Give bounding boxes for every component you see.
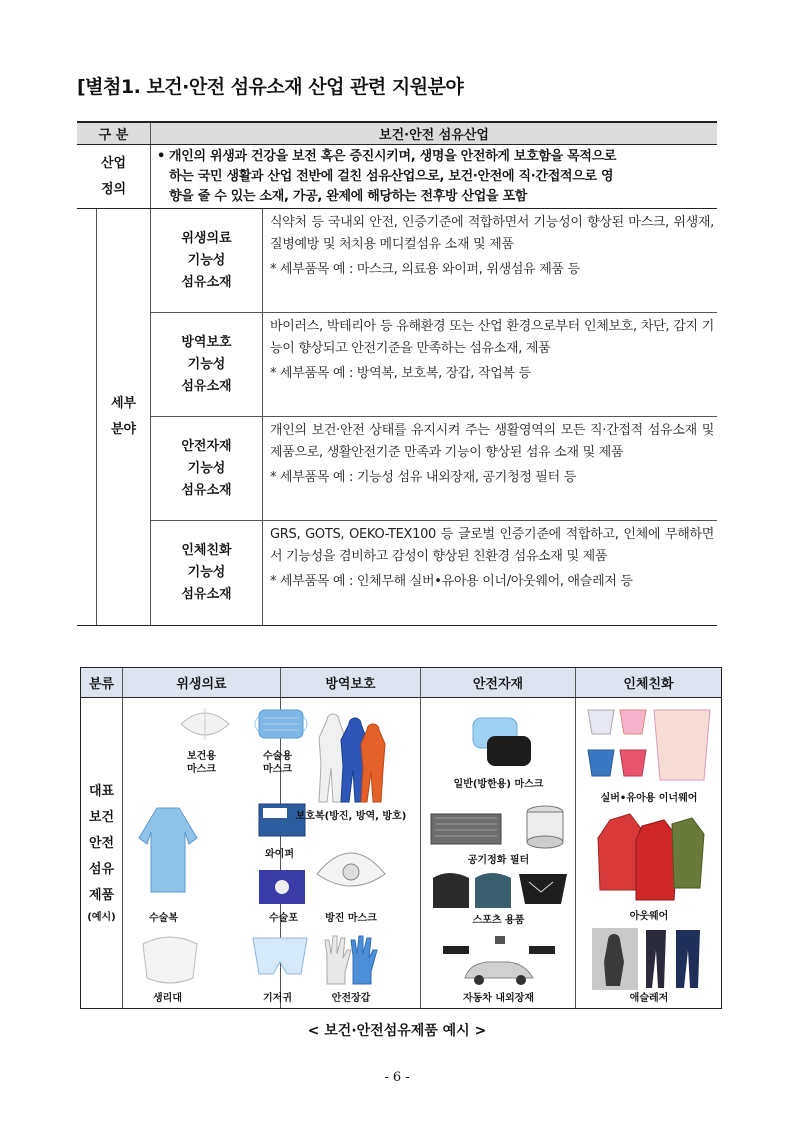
caption-dust-mask: 방진 마스크 xyxy=(325,913,377,924)
outerwear-image xyxy=(590,810,708,906)
caption-athleisure: 애슬레저 xyxy=(629,993,669,1004)
figure-caption: < 보건·안전섬유제품 예시 > xyxy=(307,1023,487,1039)
field-description: 바이러스, 박테리아 등 유해환경 또는 산업 환경으로부터 인체보호, 차단, 감지 기능이 향상되고 안전기준을 만족하는 섬유소재, 제품 * 세부품목 예 : 방역복, 보호복, 장갑, 작업복 등 xyxy=(263,313,717,416)
caption-safety-gloves: 안전장갑 xyxy=(331,993,371,1004)
air-filter-image xyxy=(427,802,573,852)
dust-mask-image xyxy=(309,838,393,900)
body-friendly-column xyxy=(576,698,721,1008)
general-mask-image xyxy=(467,712,537,774)
caption-outerwear: 아웃웨어 xyxy=(629,911,669,922)
caption-wiper: 와이퍼 xyxy=(265,849,294,860)
header-industry: 보건·안전 섬유산업 xyxy=(379,128,489,143)
table-row xyxy=(151,313,717,417)
page-title: [별첨1. 보건·안전 섬유소재 산업 관련 지원분야 xyxy=(77,76,464,98)
caption-surgical-mask: 수술용 마스크 xyxy=(263,751,292,775)
field-name: 인체친화 기능성 섬유소재 xyxy=(151,521,263,625)
health-mask-image xyxy=(175,704,235,744)
surgical-gown-image xyxy=(135,802,201,898)
table-row xyxy=(151,209,717,313)
caption-surgical-gown: 수술복 xyxy=(149,913,178,924)
page-number: - 6 - xyxy=(384,1070,410,1085)
table-row xyxy=(151,521,717,625)
innerwear-image xyxy=(584,704,714,788)
sports-goods-image xyxy=(429,868,571,914)
caption-diaper: 기저귀 xyxy=(263,993,292,1004)
caption-pad: 생리대 xyxy=(153,993,182,1004)
bullet: • xyxy=(157,149,166,164)
safety-material-column xyxy=(421,698,576,1008)
detail-section xyxy=(77,209,717,626)
definition-label: 산업 정의 xyxy=(77,145,151,208)
definition-row xyxy=(77,145,717,209)
caption-sports-goods: 스포츠 용품 xyxy=(472,915,525,926)
table-header xyxy=(77,121,717,145)
caption-surgical-drape: 수술포 xyxy=(269,913,298,924)
caption-car-interior: 자동차 내외장재 xyxy=(462,993,535,1004)
protective-suit-image xyxy=(315,704,389,804)
support-field-table xyxy=(77,121,717,626)
field-name: 방역보호 기능성 섬유소재 xyxy=(151,313,263,416)
protection-column xyxy=(281,698,421,1008)
definition-text: • 개인의 위생과 건강을 보전 혹은 증진시키며, 생명을 안전하게 보호함을 목적으로 하는 국민 생활과 산업 전반에 걸친 섬유산업으로, 보건·안전에 직·간접적으로 영 향을 줄 수 있는 소재, 가공, 완제에 해당하는 전후방 산업을 포함 xyxy=(157,149,617,204)
caption-general-mask: 일반(방한용) 마스크 xyxy=(453,779,544,790)
car-interior-image xyxy=(439,934,559,990)
table-row xyxy=(151,417,717,521)
hygiene-medical-column xyxy=(123,698,298,1008)
caption-innerwear: 실버•유아용 이너웨어 xyxy=(600,793,698,804)
caption-air-filter: 공기정화 필터 xyxy=(467,855,530,866)
field-items: * 세부품목 예 : 마스크, 의료용 와이퍼, 위생섬유 제품 등 xyxy=(270,262,580,277)
field-name: 위생의료 기능성 섬유소재 xyxy=(151,209,263,312)
product-example-table xyxy=(80,667,722,1009)
caption-protective-suit: 보호복(방진, 방역, 방호) xyxy=(295,811,407,822)
caption-health-mask: 보건용 마스크 xyxy=(187,751,216,775)
field-description: 식약처 등 국내외 안전, 인증기준에 적합하면서 기능성이 향상된 마스크, 위생재, 질병예방 및 처치용 메디컬섬유 소재 및 제품 * 세부품목 예 : 마스크, 의료용 와이퍼, 위생섬유 제품 등 xyxy=(263,209,717,312)
field-description: GRS, GOTS, OEKO-TEX100 등 글로벌 인증기준에 적합하고, 인체에 무해하면서 기능성을 겸비하고 감성이 향상된 친환경 섬유소재 및 제품 * 세부품목 예 : 인체무해 실버•유아용 이너/아웃웨어, 애슬레저 등 xyxy=(263,521,717,625)
detail-label: 세부 분야 xyxy=(110,396,137,437)
sanitary-pad-image xyxy=(135,934,205,986)
field-items: * 세부품목 예 : 방역복, 보호복, 장갑, 작업복 등 xyxy=(270,366,531,381)
header-category: 구 분 xyxy=(77,123,151,144)
field-name: 안전자재 기능성 섬유소재 xyxy=(151,417,263,520)
safety-gloves-image xyxy=(319,932,383,988)
row-label: 대표 보건 안전 섬유 제품 (예시) xyxy=(87,784,116,923)
table-header: 분류 위생의료 방역보호 안전자재 인체친화 xyxy=(81,668,721,698)
field-items: * 세부품목 예 : 기능성 섬유 내외장재, 공기청정 필터 등 xyxy=(270,470,577,485)
field-items: * 세부품목 예 : 인체무해 실버•유아용 이너/아웃웨어, 애슬레저 등 xyxy=(270,574,633,589)
athleisure-image xyxy=(590,926,710,992)
field-description: 개인의 보건·안전 상태를 유지시켜 주는 생활영역의 모든 직·간접적 섬유소재 및 제품으로, 생활안전기준 만족과 기능이 향상된 섬유 소재 및 제품 * 세부품목 예 : 기능성 섬유 내외장재, 공기청정 필터 등 xyxy=(263,417,717,520)
